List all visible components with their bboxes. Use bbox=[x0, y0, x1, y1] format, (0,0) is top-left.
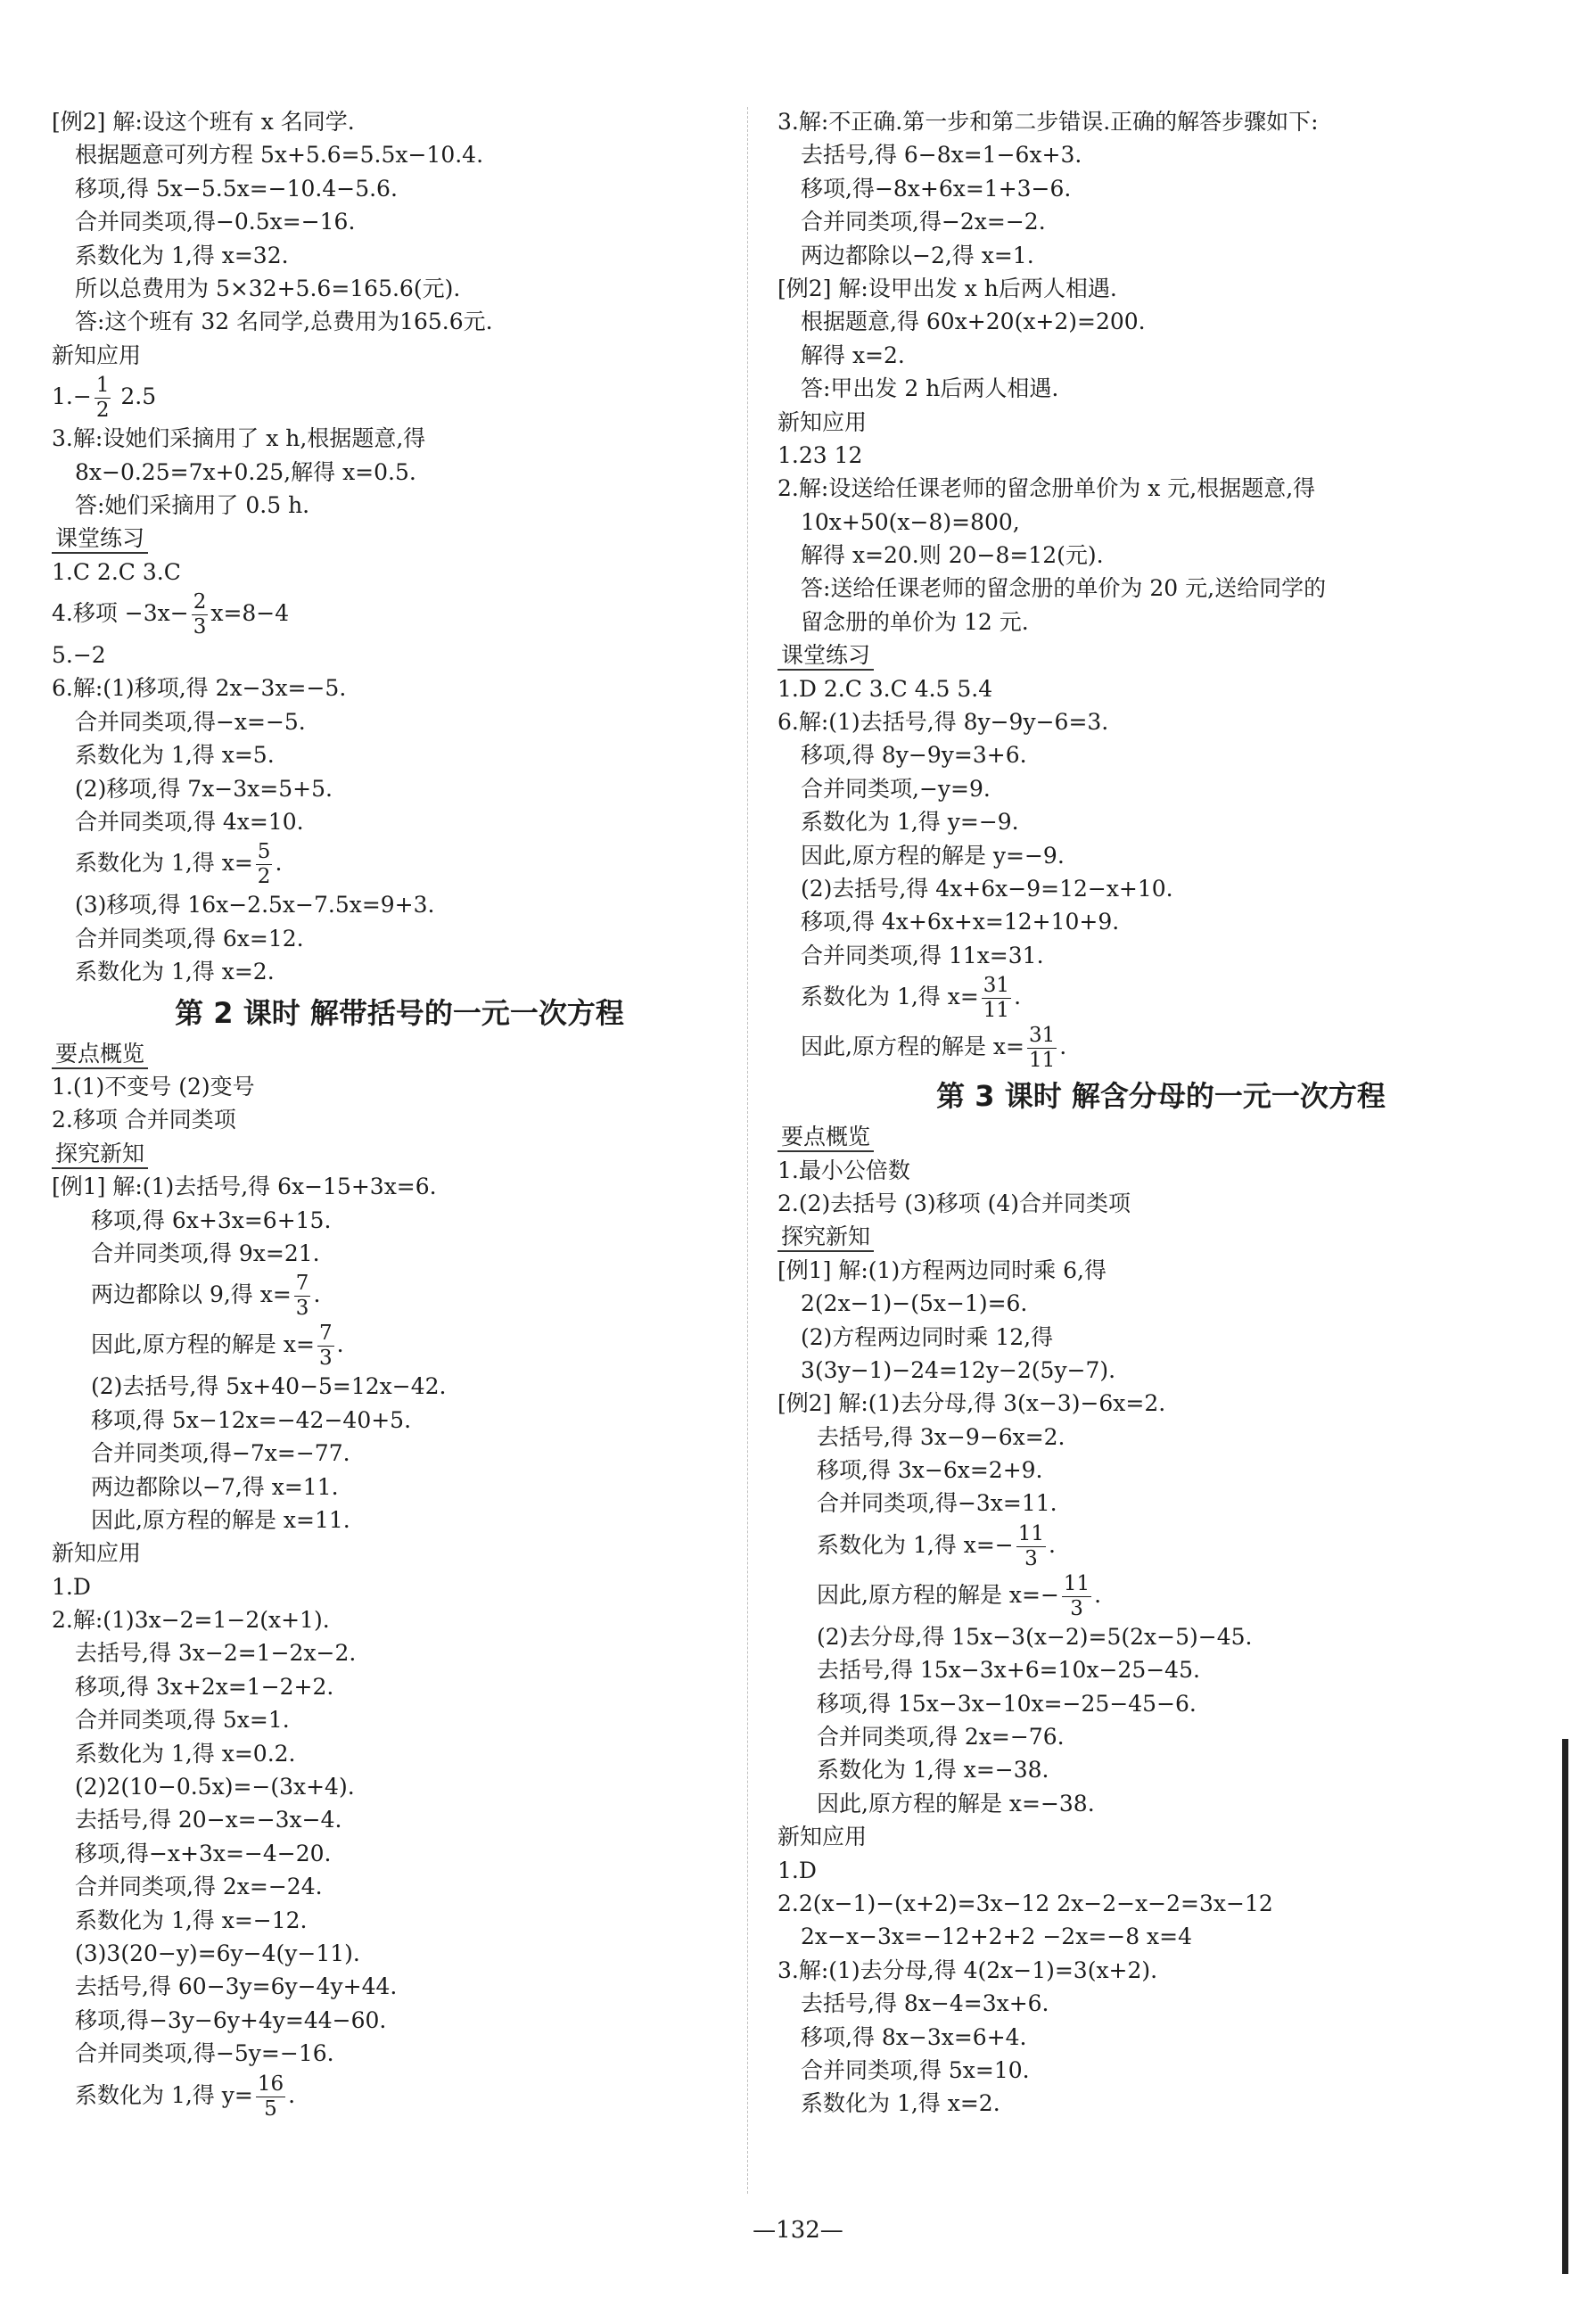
line-text: 系数化为 1,得 y= bbox=[75, 2081, 253, 2108]
line-text: 3(3y−1)−24=12y−2(5y−7). bbox=[801, 1356, 1116, 1383]
text-line bbox=[777, 1387, 1544, 1420]
text-line bbox=[777, 705, 1544, 738]
line-text: 合并同类项,得−0.5x=−16. bbox=[75, 209, 356, 235]
text-line bbox=[777, 972, 1544, 1022]
fraction-numerator: 11 bbox=[1063, 1571, 1090, 1595]
line-text: 因此,原方程的解是 y=−9. bbox=[801, 842, 1065, 869]
line-text: [例1] 解:(1)去括号,得 6x−15+3x=6. bbox=[52, 1174, 437, 1200]
line-text: 3.解:不正确.第一步和第二步错误.正确的解答步骤如下: bbox=[777, 109, 1319, 135]
line-text: (2)去括号,得 5x+40−5=12x−42. bbox=[91, 1373, 447, 1400]
line-text: 根据题意可列方程 5x+5.6=5.5x−10.4. bbox=[75, 142, 484, 169]
line-text: 所以总费用为 5×32+5.6=165.6(元). bbox=[75, 275, 461, 301]
text-line bbox=[52, 138, 747, 171]
page-number: —132— bbox=[753, 2217, 843, 2244]
text-line bbox=[52, 1870, 747, 1903]
line-text: 移项,得 8x−3x=6+4. bbox=[801, 2023, 1027, 2050]
text-line bbox=[52, 1670, 747, 1703]
text-line bbox=[777, 1154, 1544, 1187]
text-line bbox=[777, 1321, 1544, 1354]
line-text: 1.− bbox=[52, 383, 92, 410]
text-line bbox=[777, 939, 1544, 972]
section-heading bbox=[777, 406, 1544, 439]
text-line bbox=[52, 239, 747, 272]
line-text: 移项,得−x+3x=−4−20. bbox=[75, 1840, 332, 1866]
text-line bbox=[777, 138, 1544, 171]
line-text: 合并同类项,得−2x=−2. bbox=[801, 209, 1046, 235]
text-line bbox=[52, 1737, 747, 1770]
line-text: 新知应用 bbox=[777, 408, 868, 435]
fraction-numerator: 7 bbox=[318, 1322, 333, 1346]
line-text: 4.移项 −3x− bbox=[52, 600, 189, 627]
text-line bbox=[52, 1770, 747, 1803]
fraction bbox=[256, 2074, 285, 2120]
line-text: 要点概览 bbox=[777, 1124, 874, 1152]
fraction-denominator: 3 bbox=[318, 1347, 333, 1371]
line-text: 系数化为 1,得 x=2. bbox=[801, 2090, 1000, 2117]
text-line bbox=[52, 2004, 747, 2037]
line-text: 第 2 课时 解带括号的一元一次方程 bbox=[175, 995, 624, 1030]
line-text: 移项,得 3x+2x=1−2+2. bbox=[75, 1673, 334, 1700]
text-line bbox=[52, 1937, 747, 1970]
fraction-denominator: 3 bbox=[193, 615, 207, 639]
line-text: 合并同类项,得 4x=10. bbox=[75, 809, 304, 836]
text-line bbox=[52, 1404, 747, 1437]
text-line bbox=[52, 1170, 747, 1203]
text-line bbox=[777, 2087, 1544, 2120]
fraction-denominator: 2 bbox=[95, 399, 110, 423]
line-text: 2.解:设送给任课老师的留念册单价为 x 元,根据题意,得 bbox=[777, 475, 1316, 502]
line-text: 合并同类项,得 2x=−24. bbox=[75, 1874, 323, 1900]
line-text: 去括号,得 60−3y=6y−4y+44. bbox=[75, 1973, 398, 2000]
line-text: 系数化为 1,得 x=−12. bbox=[75, 1907, 308, 1933]
line-text: 移项,得−3y−6y+4y=44−60. bbox=[75, 2006, 387, 2033]
line-text: 移项,得 3x−6x=2+9. bbox=[817, 1457, 1043, 1484]
fraction bbox=[1016, 1521, 1046, 1570]
line-text: 1.23 12 bbox=[777, 441, 863, 468]
fraction-numerator: 2 bbox=[193, 590, 207, 614]
line-text: 合并同类项,得−3x=11. bbox=[817, 1490, 1057, 1517]
text-line bbox=[777, 1254, 1544, 1287]
text-line bbox=[777, 1854, 1544, 1887]
text-line bbox=[52, 105, 747, 138]
text-line bbox=[777, 1620, 1544, 1653]
text-line bbox=[52, 638, 747, 671]
line-text-after: . bbox=[275, 850, 283, 877]
fraction bbox=[317, 1323, 334, 1369]
scan-edge-shadow bbox=[1562, 1739, 1568, 2274]
line-text: 去括号,得 20−x=−3x−4. bbox=[75, 1807, 342, 1833]
line-text: 解得 x=20.则 20−8=12(元). bbox=[801, 542, 1104, 569]
fraction-numerator: 31 bbox=[983, 974, 1010, 998]
text-line bbox=[777, 839, 1544, 872]
text-line bbox=[777, 872, 1544, 905]
line-text-after: x=8−4 bbox=[210, 600, 290, 627]
text-line bbox=[777, 572, 1544, 605]
text-line bbox=[52, 888, 747, 921]
section-heading bbox=[777, 638, 1544, 671]
text-line bbox=[52, 1471, 747, 1504]
left-column bbox=[52, 105, 747, 2121]
text-line bbox=[52, 372, 747, 422]
line-text-after: . bbox=[1059, 1034, 1067, 1060]
text-line bbox=[777, 205, 1544, 238]
text-line bbox=[52, 1504, 747, 1536]
text-line bbox=[52, 589, 747, 638]
line-text: (2)方程两边同时乘 12,得 bbox=[801, 1323, 1054, 1350]
text-line bbox=[777, 672, 1544, 705]
text-line bbox=[52, 305, 747, 338]
text-line bbox=[52, 772, 747, 805]
line-text: 系数化为 1,得 x=5. bbox=[75, 742, 275, 769]
line-text: 因此,原方程的解是 x= bbox=[801, 1034, 1024, 1060]
fraction-numerator: 11 bbox=[1017, 1521, 1045, 1545]
section-heading bbox=[52, 339, 747, 372]
line-text-after: 2.5 bbox=[113, 383, 157, 410]
text-line bbox=[52, 805, 747, 838]
line-text: 6.解:(1)去括号,得 8y−9y−6=3. bbox=[777, 709, 1109, 736]
line-text: 去括号,得 6−8x=1−6x+3. bbox=[801, 142, 1082, 169]
text-line bbox=[777, 506, 1544, 539]
line-text: 合并同类项,得 2x=−76. bbox=[817, 1724, 1065, 1751]
text-line bbox=[52, 922, 747, 955]
line-text: 1.D bbox=[52, 1573, 91, 1600]
section-heading bbox=[777, 1220, 1544, 1253]
fraction-numerator: 7 bbox=[295, 1272, 309, 1296]
line-text: (2)移项,得 7x−3x=5+5. bbox=[75, 775, 333, 802]
line-text: 答:她们采摘用了 0.5 h. bbox=[75, 491, 310, 518]
text-line bbox=[777, 606, 1544, 638]
line-text: 移项,得 4x+6x+x=12+10+9. bbox=[801, 909, 1120, 935]
fraction bbox=[192, 592, 209, 638]
line-text: 系数化为 1,得 x=32. bbox=[75, 242, 289, 268]
fraction bbox=[982, 976, 1011, 1021]
line-text: 2x−x−3x=−12+2+2 −2x=−8 x=4 bbox=[801, 1924, 1193, 1950]
section-heading bbox=[52, 1137, 747, 1170]
fraction bbox=[95, 375, 111, 421]
text-line bbox=[777, 1520, 1544, 1570]
section-heading bbox=[777, 1820, 1544, 1853]
line-text: 去括号,得 3x−2=1−2x−2. bbox=[75, 1640, 357, 1667]
text-line bbox=[52, 1370, 747, 1403]
fraction bbox=[256, 842, 273, 887]
line-text-after: . bbox=[1049, 1531, 1056, 1558]
text-line bbox=[777, 2054, 1544, 2087]
line-text: 课堂练习 bbox=[52, 525, 148, 554]
line-text: 系数化为 1,得 x=− bbox=[817, 1531, 1014, 1558]
line-text: (3)移项,得 16x−2.5x−7.5x=9+3. bbox=[75, 892, 435, 919]
line-text: 2.2(x−1)−(x+2)=3x−12 2x−2−x−2=3x−12 bbox=[777, 1890, 1273, 1916]
line-text: 探究新知 bbox=[52, 1141, 148, 1169]
line-text: 移项,得 15x−3x−10x=−25−45−6. bbox=[817, 1690, 1197, 1717]
line-text: 1.(1)不变号 (2)变号 bbox=[52, 1073, 255, 1100]
line-text: 去括号,得 15x−3x+6=10x−25−45. bbox=[817, 1657, 1200, 1684]
fraction-denominator: 3 bbox=[1024, 1546, 1038, 1570]
line-text: 系数化为 1,得 x= bbox=[75, 850, 253, 877]
text-line bbox=[52, 272, 747, 305]
line-text: 第 3 课时 解含分母的一元一次方程 bbox=[936, 1079, 1386, 1114]
line-text-after: . bbox=[288, 2081, 296, 2108]
line-text: 新知应用 bbox=[777, 1824, 868, 1850]
line-text: 系数化为 1,得 x=2. bbox=[75, 959, 275, 985]
text-line bbox=[52, 1703, 747, 1736]
line-text: [例2] 解:设甲出发 x h后两人相遇. bbox=[777, 275, 1117, 301]
line-text: 两边都除以−2,得 x=1. bbox=[801, 242, 1034, 268]
fraction-denominator: 11 bbox=[983, 999, 1010, 1023]
text-line bbox=[777, 738, 1544, 771]
text-line bbox=[777, 905, 1544, 938]
section-heading bbox=[52, 1536, 747, 1569]
section-heading bbox=[52, 522, 747, 555]
line-text: 解得 x=2. bbox=[801, 342, 905, 368]
line-text: [例2] 解:(1)去分母,得 3(x−3)−6x=2. bbox=[777, 1390, 1166, 1417]
text-line bbox=[777, 1987, 1544, 2020]
text-line bbox=[777, 1920, 1544, 1953]
text-line bbox=[52, 422, 747, 455]
line-text: 系数化为 1,得 y=−9. bbox=[801, 809, 1019, 836]
line-text: 合并同类项,得 5x=10. bbox=[801, 2056, 1030, 2083]
line-text: 移项,得 5x−5.5x=−10.4−5.6. bbox=[75, 175, 398, 202]
text-line bbox=[777, 1887, 1544, 1920]
text-line bbox=[777, 772, 1544, 805]
text-line bbox=[52, 456, 747, 489]
fraction-numerator: 1 bbox=[95, 374, 110, 398]
line-text-after: . bbox=[336, 1331, 344, 1358]
text-line bbox=[777, 172, 1544, 205]
fraction bbox=[294, 1273, 311, 1319]
fraction-denominator: 2 bbox=[257, 865, 271, 889]
fraction-denominator: 3 bbox=[295, 1297, 309, 1321]
fraction-denominator: 5 bbox=[264, 2097, 277, 2121]
text-line bbox=[52, 172, 747, 205]
line-text: 新知应用 bbox=[52, 1540, 142, 1567]
text-line bbox=[777, 1570, 1544, 1620]
text-line bbox=[52, 705, 747, 738]
line-text: 移项,得 8y−9y=3+6. bbox=[801, 742, 1027, 769]
text-line bbox=[777, 1487, 1544, 1520]
text-line bbox=[777, 1187, 1544, 1220]
line-text: 课堂练习 bbox=[777, 642, 874, 671]
text-line bbox=[52, 1270, 747, 1320]
line-text: 移项,得−8x+6x=1+3−6. bbox=[801, 175, 1072, 202]
text-line bbox=[52, 1320, 747, 1370]
line-text: 合并同类项,得 9x=21. bbox=[91, 1240, 320, 1266]
line-text: 新知应用 bbox=[52, 342, 142, 368]
fraction-denominator: 11 bbox=[1028, 1049, 1056, 1073]
text-line bbox=[52, 205, 747, 238]
line-text: 合并同类项,−y=9. bbox=[801, 775, 991, 802]
text-line bbox=[777, 1354, 1544, 1387]
text-line bbox=[777, 2021, 1544, 2054]
text-line bbox=[777, 1720, 1544, 1753]
line-text: (2)2(10−0.5x)=−(3x+4). bbox=[75, 1774, 355, 1800]
line-text: 合并同类项,得 11x=31. bbox=[801, 942, 1044, 968]
text-line bbox=[52, 1803, 747, 1836]
fraction-numerator: 16 bbox=[257, 2072, 284, 2096]
line-text: 两边都除以 9,得 x= bbox=[91, 1281, 292, 1308]
text-line bbox=[777, 105, 1544, 138]
line-text: 答:这个班有 32 名同学,总费用为165.6元. bbox=[75, 309, 493, 335]
line-text: 1.C 2.C 3.C bbox=[52, 558, 181, 585]
text-line bbox=[777, 1753, 1544, 1786]
fraction bbox=[1062, 1571, 1091, 1620]
line-text: 合并同类项,得 6x=12. bbox=[75, 925, 304, 952]
line-text: 2.移项 合并同类项 bbox=[52, 1107, 236, 1133]
line-text: 2.解:(1)3x−2=1−2(x+1). bbox=[52, 1607, 330, 1634]
column-divider bbox=[747, 107, 748, 2194]
text-line bbox=[52, 1636, 747, 1669]
text-line bbox=[52, 738, 747, 771]
text-line bbox=[52, 1437, 747, 1470]
fraction-denominator: 3 bbox=[1070, 1596, 1083, 1620]
line-text: 1.最小公倍数 bbox=[777, 1157, 910, 1183]
text-line bbox=[777, 1954, 1544, 1987]
text-line bbox=[777, 272, 1544, 305]
line-text: 合并同类项,得−x=−5. bbox=[75, 708, 306, 735]
text-line bbox=[52, 838, 747, 888]
text-line bbox=[777, 1287, 1544, 1320]
text-line bbox=[52, 1103, 747, 1136]
text-line bbox=[777, 1653, 1544, 1686]
text-line bbox=[52, 1204, 747, 1237]
line-text: 5.−2 bbox=[52, 642, 106, 669]
text-line bbox=[777, 1454, 1544, 1487]
line-text: 1.D 2.C 3.C 4.5 5.4 bbox=[777, 675, 993, 702]
section-heading bbox=[777, 1120, 1544, 1153]
line-text: 因此,原方程的解是 x=11. bbox=[91, 1506, 350, 1533]
line-text: 10x+50(x−8)=800, bbox=[801, 508, 1020, 535]
line-text: 1.D bbox=[777, 1857, 817, 1883]
line-text: 2(2x−1)−(5x−1)=6. bbox=[801, 1290, 1028, 1317]
text-line bbox=[52, 1570, 747, 1603]
text-line bbox=[777, 305, 1544, 338]
line-text: 去括号,得 3x−9−6x=2. bbox=[817, 1423, 1065, 1450]
line-text: 3.解:(1)去分母,得 4(2x−1)=3(x+2). bbox=[777, 1957, 1158, 1983]
text-line bbox=[777, 1787, 1544, 1820]
line-text: [例2] 解:设这个班有 x 名同学. bbox=[52, 109, 355, 135]
line-text: 3.解:设她们采摘用了 x h,根据题意,得 bbox=[52, 425, 426, 452]
line-text-after: . bbox=[1094, 1581, 1102, 1608]
text-line bbox=[52, 556, 747, 589]
line-text: 系数化为 1,得 x= bbox=[801, 984, 979, 1010]
line-text: [例1] 解:(1)方程两边同时乘 6,得 bbox=[777, 1256, 1107, 1283]
text-line bbox=[52, 2071, 747, 2121]
line-text-after: . bbox=[313, 1281, 321, 1308]
text-line bbox=[52, 2037, 747, 2070]
lesson-heading bbox=[52, 989, 747, 1037]
fraction-numerator: 31 bbox=[1028, 1024, 1056, 1048]
line-text: 系数化为 1,得 x=−38. bbox=[817, 1757, 1049, 1784]
section-heading bbox=[52, 1037, 747, 1070]
text-line bbox=[777, 1687, 1544, 1720]
line-text: 系数化为 1,得 x=0.2. bbox=[75, 1740, 296, 1767]
line-text: 因此,原方程的解是 x=− bbox=[817, 1581, 1059, 1608]
line-text: 两边都除以−7,得 x=11. bbox=[91, 1473, 339, 1500]
text-line bbox=[777, 239, 1544, 272]
line-text: (3)3(20−y)=6y−4(y−11). bbox=[75, 1940, 360, 1966]
text-line bbox=[52, 955, 747, 988]
line-text: 答:送给任课老师的留念册的单价为 20 元,送给同学的 bbox=[801, 575, 1327, 602]
line-text: 根据题意,得 60x+20(x+2)=200. bbox=[801, 309, 1146, 335]
line-text: 合并同类项,得 5x=1. bbox=[75, 1707, 290, 1734]
text-line bbox=[777, 339, 1544, 372]
line-text: (2)去分母,得 15x−3(x−2)=5(2x−5)−45. bbox=[817, 1623, 1253, 1650]
line-text: 因此,原方程的解是 x= bbox=[91, 1331, 315, 1358]
text-line bbox=[52, 1837, 747, 1870]
lesson-heading bbox=[777, 1072, 1544, 1120]
line-text: (2)去括号,得 4x+6x−9=12−x+10. bbox=[801, 875, 1173, 902]
text-line bbox=[777, 372, 1544, 405]
right-column bbox=[777, 105, 1544, 2121]
line-text: 答:甲出发 2 h后两人相遇. bbox=[801, 375, 1059, 402]
line-text: 合并同类项,得−7x=−77. bbox=[91, 1440, 350, 1467]
text-line bbox=[777, 539, 1544, 572]
text-line bbox=[777, 1421, 1544, 1454]
text-line bbox=[52, 1904, 747, 1937]
line-text: 移项,得 6x+3x=6+15. bbox=[91, 1207, 332, 1233]
text-line bbox=[777, 439, 1544, 472]
fraction-numerator: 5 bbox=[257, 840, 271, 864]
text-line bbox=[777, 805, 1544, 838]
text-line bbox=[777, 1022, 1544, 1072]
text-line bbox=[52, 1237, 747, 1270]
text-line bbox=[777, 472, 1544, 505]
line-text: 因此,原方程的解是 x=−38. bbox=[817, 1790, 1095, 1817]
line-text: 探究新知 bbox=[777, 1223, 874, 1252]
line-text: 移项,得 5x−12x=−42−40+5. bbox=[91, 1406, 412, 1433]
text-line bbox=[52, 1603, 747, 1636]
line-text: 6.解:(1)移项,得 2x−3x=−5. bbox=[52, 675, 347, 702]
fraction bbox=[1027, 1026, 1057, 1071]
line-text: 8x−0.25=7x+0.25,解得 x=0.5. bbox=[75, 458, 416, 485]
line-text: 去括号,得 8x−4=3x+6. bbox=[801, 1990, 1049, 2017]
text-line bbox=[52, 1070, 747, 1103]
text-line bbox=[52, 671, 747, 704]
line-text: 留念册的单价为 12 元. bbox=[801, 608, 1029, 635]
line-text: 合并同类项,得−5y=−16. bbox=[75, 2040, 334, 2067]
line-text: 要点概览 bbox=[52, 1041, 148, 1069]
line-text-after: . bbox=[1014, 984, 1022, 1010]
line-text: 2.(2)去括号 (3)移项 (4)合并同类项 bbox=[777, 1190, 1131, 1216]
text-line bbox=[52, 1970, 747, 2003]
text-line bbox=[52, 489, 747, 522]
